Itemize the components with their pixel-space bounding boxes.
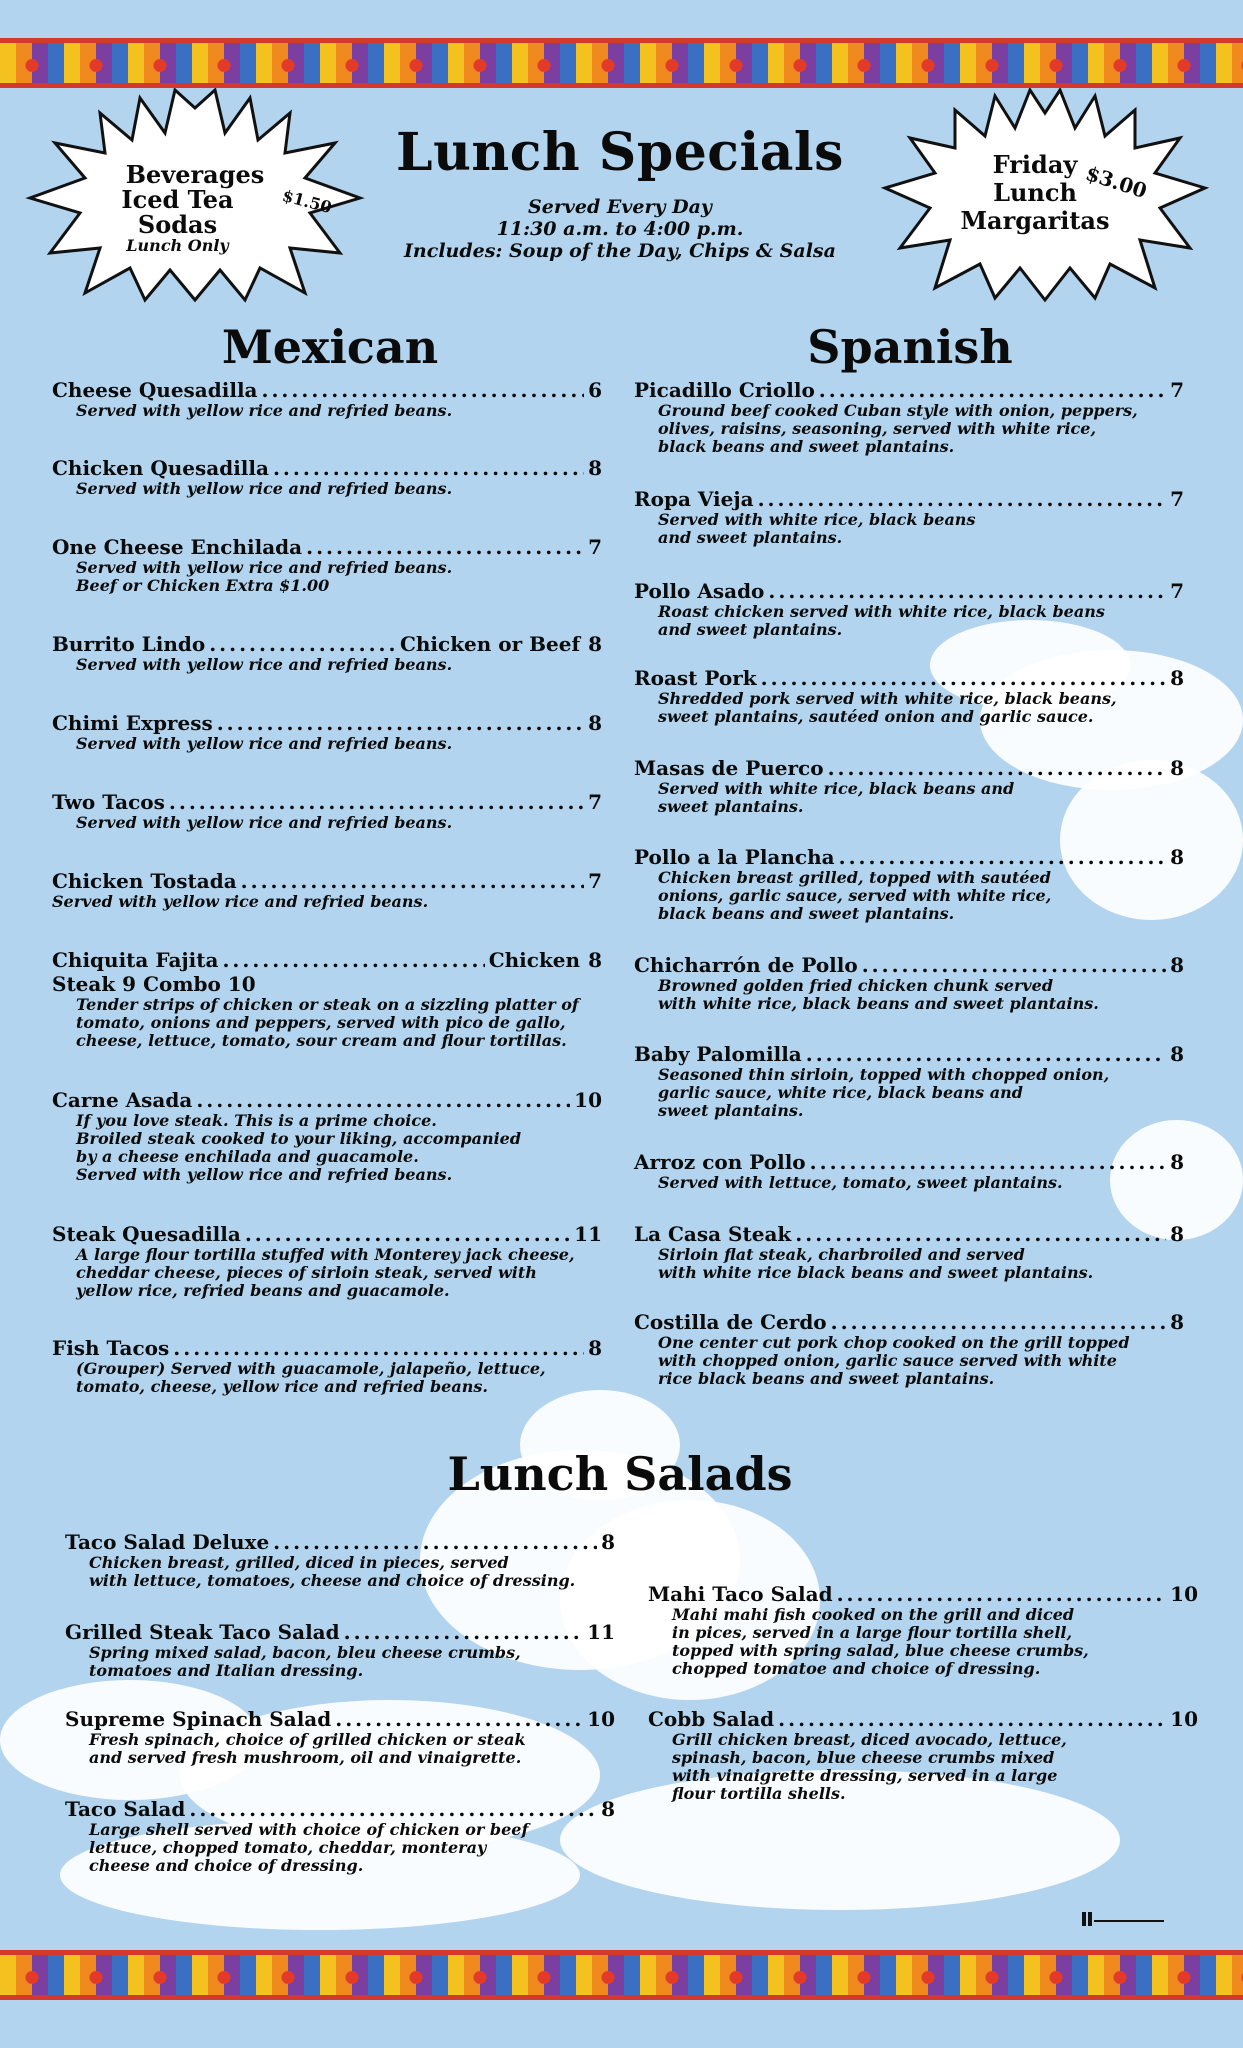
- menu-logo-icon: [1082, 1910, 1170, 1928]
- menu-item-name: Chicken Quesadilla: [52, 456, 269, 480]
- menu-item-line: [634, 845, 1184, 869]
- menu-item: [52, 1088, 602, 1184]
- friday-margaritas: Margaritas: [960, 206, 1110, 235]
- menu-item: [52, 1222, 602, 1300]
- menu-item: [52, 869, 602, 911]
- dot-leader: [241, 869, 584, 893]
- dot-leader: [839, 845, 1166, 869]
- menu-item: [634, 1222, 1184, 1282]
- beverages-price: $1.50: [280, 185, 334, 218]
- menu-item-price: 10: [1170, 1582, 1198, 1606]
- menu-item-price: 8: [1170, 1310, 1184, 1334]
- subtitle-hours: 11:30 a.m. to 4:00 p.m.: [496, 218, 744, 240]
- menu-item-name: Steak Quesadilla: [52, 1222, 241, 1246]
- menu-item-line: [634, 487, 1184, 511]
- menu-item-description: Served with white rice, black beans and sweet plantains.: [658, 779, 1015, 816]
- dot-leader: [273, 1530, 597, 1554]
- dot-leader: [761, 666, 1166, 690]
- menu-item-line: [52, 948, 602, 972]
- beverages-burst-badge: [20, 88, 370, 303]
- menu-item-description: Ground beef cooked Cuban style with onion, peppers, olives, raisins, seasoning, served with white rice, black beans and sweet plantains.: [658, 401, 1138, 456]
- menu-item-name: Picadillo Criollo: [634, 378, 815, 402]
- menu-item-price: 11: [587, 1620, 615, 1644]
- menu-item-price: 8: [588, 632, 602, 656]
- menu-item-description: If you love steak. This is a prime choice. Broiled steak cooked to your liking, accompanied by a cheese enchilada and guacamole. Served with yellow rice and refried beans.: [76, 1111, 522, 1184]
- menu-item: [65, 1530, 615, 1590]
- top-border-pattern: [0, 38, 1243, 88]
- menu-item-line: [65, 1707, 615, 1731]
- menu-item: [634, 378, 1184, 456]
- menu-item: [65, 1707, 615, 1767]
- spanish-section-title: Spanish: [807, 320, 1013, 374]
- menu-item-line: [634, 1310, 1184, 1334]
- menu-item-description: One center cut pork chop cooked on the grill topped with chopped onion, garlic sauce served with white rice black beans and sweet plantains.: [658, 1333, 1130, 1388]
- menu-item-name: Costilla de Cerdo: [634, 1310, 827, 1334]
- menu-item: [52, 790, 602, 832]
- menu-item-price: 8: [601, 1797, 615, 1821]
- dot-leader: [344, 1620, 584, 1644]
- menu-item-line: [52, 456, 602, 480]
- menu-item-description: Large shell served with choice of chicken or beef lettuce, chopped tomato, cheddar, monteray cheese and choice of dressing.: [89, 1820, 529, 1875]
- dot-leader: [273, 456, 584, 480]
- menu-item-line: [52, 711, 602, 735]
- dot-leader: [828, 756, 1167, 780]
- menu-item-name: Chicharrón de Pollo: [634, 953, 858, 977]
- beverages-note: Lunch Only: [126, 236, 229, 255]
- friday-lunch: Lunch: [993, 178, 1077, 207]
- menu-item-name: Carne Asada: [52, 1088, 193, 1112]
- menu-item-description: A large flour tortilla stuffed with Monterey jack cheese, cheddar cheese, pieces of sirloin steak, served with yellow rice, refried beans and guacamole.: [76, 1245, 575, 1300]
- dot-leader: [262, 378, 585, 402]
- menu-item-description: Roast chicken served with white rice, black beans and sweet plantains.: [658, 602, 1105, 639]
- menu-item-description: Served with yellow rice and refried beans.: [76, 734, 453, 753]
- menu-item-line: [65, 1530, 615, 1554]
- menu-item-option: Chicken: [488, 948, 581, 972]
- menu-item: [634, 579, 1184, 639]
- bottom-border-pattern: [0, 1950, 1243, 2000]
- menu-item: [52, 378, 602, 420]
- dot-leader: [837, 1582, 1167, 1606]
- menu-item-name: Baby Palomilla: [634, 1042, 802, 1066]
- menu-item-name: Arroz con Pollo: [634, 1150, 806, 1174]
- menu-item-price: 7: [1170, 579, 1184, 603]
- menu-item-name: Chimi Express: [52, 711, 213, 735]
- menu-item-name: Grilled Steak Taco Salad: [65, 1620, 340, 1644]
- friday-burst-badge: [880, 88, 1210, 303]
- menu-item-name: Supreme Spinach Salad: [65, 1707, 332, 1731]
- menu-item-price: 8: [1170, 666, 1184, 690]
- dot-leader: [795, 1222, 1166, 1246]
- mexican-section-title: Mexican: [221, 320, 439, 374]
- friday-title: Friday: [992, 150, 1078, 179]
- menu-item: [65, 1797, 615, 1875]
- menu-item-line: [52, 790, 602, 814]
- menu-item: [52, 1336, 602, 1396]
- menu-item-description: Fresh spinach, choice of grilled chicken or steak and served fresh mushroom, oil and vinaigrette.: [89, 1730, 526, 1767]
- menu-item-line: [648, 1707, 1198, 1731]
- menu-item-price: 10: [587, 1707, 615, 1731]
- menu-item: [52, 456, 602, 498]
- dot-leader: [758, 487, 1167, 511]
- menu-item-line: [52, 869, 602, 893]
- menu-item-price: 8: [601, 1530, 615, 1554]
- menu-item-line: [52, 632, 602, 656]
- menu-item-price: 6: [588, 378, 602, 402]
- menu-item-line: [634, 378, 1184, 402]
- menu-item-description: Served with lettuce, tomato, sweet plantains.: [658, 1173, 1063, 1192]
- menu-item-description: Tender strips of chicken or steak on a sizzling platter of tomato, onions and peppers, served with pico de gallo, cheese, lettuce, tomato, sour cream and flour tortillas.: [76, 995, 579, 1050]
- menu-item: [648, 1582, 1198, 1678]
- menu-item-price: 8: [1170, 1222, 1184, 1246]
- menu-item-description: Served with yellow rice and refried beans.: [76, 401, 453, 420]
- dot-leader: [217, 711, 584, 735]
- menu-item: [634, 953, 1184, 1013]
- menu-item-line: [634, 756, 1184, 780]
- menu-item-price-options: Steak 9 Combo 10: [52, 972, 256, 996]
- menu-item-name: Two Tacos: [52, 790, 165, 814]
- friday-price: $3.00: [1082, 160, 1150, 204]
- dot-leader: [768, 579, 1166, 603]
- menu-item-line: [648, 1582, 1198, 1606]
- dot-leader: [245, 1222, 570, 1246]
- menu-item-line: [52, 1088, 602, 1112]
- dot-leader: [862, 953, 1166, 977]
- menu-item: [634, 845, 1184, 923]
- dot-leader: [810, 1150, 1166, 1174]
- beverages-sodas: Sodas: [137, 210, 218, 239]
- menu-item: [634, 666, 1184, 726]
- menu-item-price: 8: [1170, 953, 1184, 977]
- menu-item-name: Ropa Vieja: [634, 487, 754, 511]
- beverages-title: Beverages: [125, 160, 265, 189]
- menu-item-description: Served with yellow rice and refried beans. Beef or Chicken Extra $1.00: [76, 558, 453, 595]
- menu-item: [634, 1310, 1184, 1388]
- dot-leader: [169, 790, 584, 814]
- menu-item: [634, 1150, 1184, 1192]
- menu-item-price: 8: [588, 456, 602, 480]
- menu-item-line: [65, 1620, 615, 1644]
- menu-item-name: Cobb Salad: [648, 1707, 775, 1731]
- menu-item-price: 7: [588, 869, 602, 893]
- dot-leader: [222, 948, 484, 972]
- subtitle-includes: Includes: Soup of the Day, Chips & Salsa: [404, 240, 836, 262]
- menu-item-description: Served with yellow rice and refried beans.: [76, 479, 453, 498]
- menu-item-description: Spring mixed salad, bacon, bleu cheese crumbs, tomatoes and Italian dressing.: [89, 1643, 521, 1680]
- menu-item-line: [52, 378, 602, 402]
- menu-item-price: 8: [1170, 1150, 1184, 1174]
- dot-leader: [831, 1310, 1166, 1334]
- dot-leader: [819, 378, 1166, 402]
- menu-item-description: Served with yellow rice and refried beans.: [76, 655, 453, 674]
- menu-item-name: Fish Tacos: [52, 1336, 170, 1360]
- menu-item-name: Masas de Puerco: [634, 756, 824, 780]
- dot-leader: [189, 1797, 597, 1821]
- menu-item-description: Served with white rice, black beans and sweet plantains.: [658, 510, 976, 547]
- menu-item-price: 8: [1170, 756, 1184, 780]
- menu-item: [65, 1620, 615, 1680]
- menu-item-description: Served with yellow rice and refried beans.: [52, 892, 429, 911]
- dot-leader: [196, 1088, 570, 1112]
- menu-item-name: Cheese Quesadilla: [52, 378, 258, 402]
- menu-item-price: 7: [1170, 378, 1184, 402]
- menu-item-name: La Casa Steak: [634, 1222, 792, 1246]
- menu-item-name: Mahi Taco Salad: [648, 1582, 833, 1606]
- menu-item-price: 7: [588, 535, 602, 559]
- menu-item-price: 8: [588, 711, 602, 735]
- beverages-iced-tea: Iced Tea: [121, 185, 234, 214]
- menu-item: [52, 535, 602, 595]
- menu-item-line: [634, 1150, 1184, 1174]
- menu-item-price: 8: [588, 948, 602, 972]
- menu-item-line: [634, 579, 1184, 603]
- menu-item-description: Mahi mahi fish cooked on the grill and diced in pices, served in a large flour tortilla shell, topped with spring salad, blue cheese crumbs, chopped tomatoe and choice of dressing.: [672, 1605, 1089, 1678]
- menu-item-description: Sirloin flat steak, charbroiled and served with white rice black beans and sweet plantains.: [658, 1245, 1094, 1282]
- menu-item: [52, 632, 602, 674]
- menu-item-price: 8: [588, 1336, 602, 1360]
- menu-item-line: [634, 1042, 1184, 1066]
- menu-item-line: [52, 1336, 602, 1360]
- menu-item: [52, 948, 602, 1050]
- menu-item-line: [634, 1222, 1184, 1246]
- menu-item: [634, 1042, 1184, 1120]
- menu-item-name: Chiquita Fajita: [52, 948, 219, 972]
- menu-item-line: [52, 1222, 602, 1246]
- menu-item-description: Shredded pork served with white rice, black beans, sweet plantains, sautéed onion and garlic sauce.: [658, 689, 1117, 726]
- dot-leader: [306, 535, 584, 559]
- menu-item-name: Pollo a la Plancha: [634, 845, 835, 869]
- menu-item-name: Roast Pork: [634, 666, 757, 690]
- menu-item-line: [634, 953, 1184, 977]
- menu-item-name: One Cheese Enchilada: [52, 535, 303, 559]
- menu-item-description: Chicken breast grilled, topped with sautéed onions, garlic sauce, served with white rice, black beans and sweet plantains.: [658, 868, 1052, 923]
- menu-item-description: Grill chicken breast, diced avocado, lettuce, spinash, bacon, blue cheese crumbs mixed with vinaigrette dressing, served in a large flour tortilla shells.: [672, 1730, 1067, 1803]
- menu-item-description: Served with yellow rice and refried beans.: [76, 813, 453, 832]
- menu-item-name: Chicken Tostada: [52, 869, 237, 893]
- dot-leader: [335, 1707, 583, 1731]
- dot-leader: [806, 1042, 1166, 1066]
- menu-item: [634, 487, 1184, 547]
- menu-item-description: Seasoned thin sirloin, topped with chopped onion, garlic sauce, white rice, black beans and sweet plantains.: [658, 1065, 1110, 1120]
- menu-item: [52, 711, 602, 753]
- menu-item-line: [65, 1797, 615, 1821]
- dot-leader: [209, 632, 396, 656]
- menu-item-description: Browned golden fried chicken chunk served with white rice, black beans and sweet plantains.: [658, 976, 1099, 1013]
- menu-item-price: 8: [1170, 845, 1184, 869]
- menu-item-line: [52, 535, 602, 559]
- dot-leader: [778, 1707, 1166, 1731]
- menu-item: [648, 1707, 1198, 1803]
- menu-item-price: 10: [574, 1088, 602, 1112]
- menu-item-price: 10: [1170, 1707, 1198, 1731]
- menu-item-price: 7: [588, 790, 602, 814]
- menu-item-description: (Grouper) Served with guacamole, jalapeño, lettuce, tomato, cheese, yellow rice and refried beans.: [76, 1359, 546, 1396]
- menu-item-name: Taco Salad: [65, 1797, 186, 1821]
- menu-item: [634, 756, 1184, 816]
- menu-item-name: Burrito Lindo: [52, 632, 206, 656]
- menu-item-name: Pollo Asado: [634, 579, 765, 603]
- menu-item-option: Chicken or Beef: [399, 632, 581, 656]
- menu-item-name: Taco Salad Deluxe: [65, 1530, 270, 1554]
- menu-item-price: 11: [574, 1222, 602, 1246]
- salads-section-title: Lunch Salads: [447, 1447, 793, 1501]
- menu-item-price: 8: [1170, 1042, 1184, 1066]
- dot-leader: [173, 1336, 584, 1360]
- menu-item-line: [634, 666, 1184, 690]
- menu-item-price: 7: [1170, 487, 1184, 511]
- page-subtitle: [340, 196, 900, 262]
- page-title: Lunch Specials: [396, 122, 844, 183]
- subtitle-served: Served Every Day: [528, 196, 712, 218]
- menu-item-description: Chicken breast, grilled, diced in pieces, served with lettuce, tomatoes, cheese and choice of dressing.: [89, 1553, 576, 1590]
